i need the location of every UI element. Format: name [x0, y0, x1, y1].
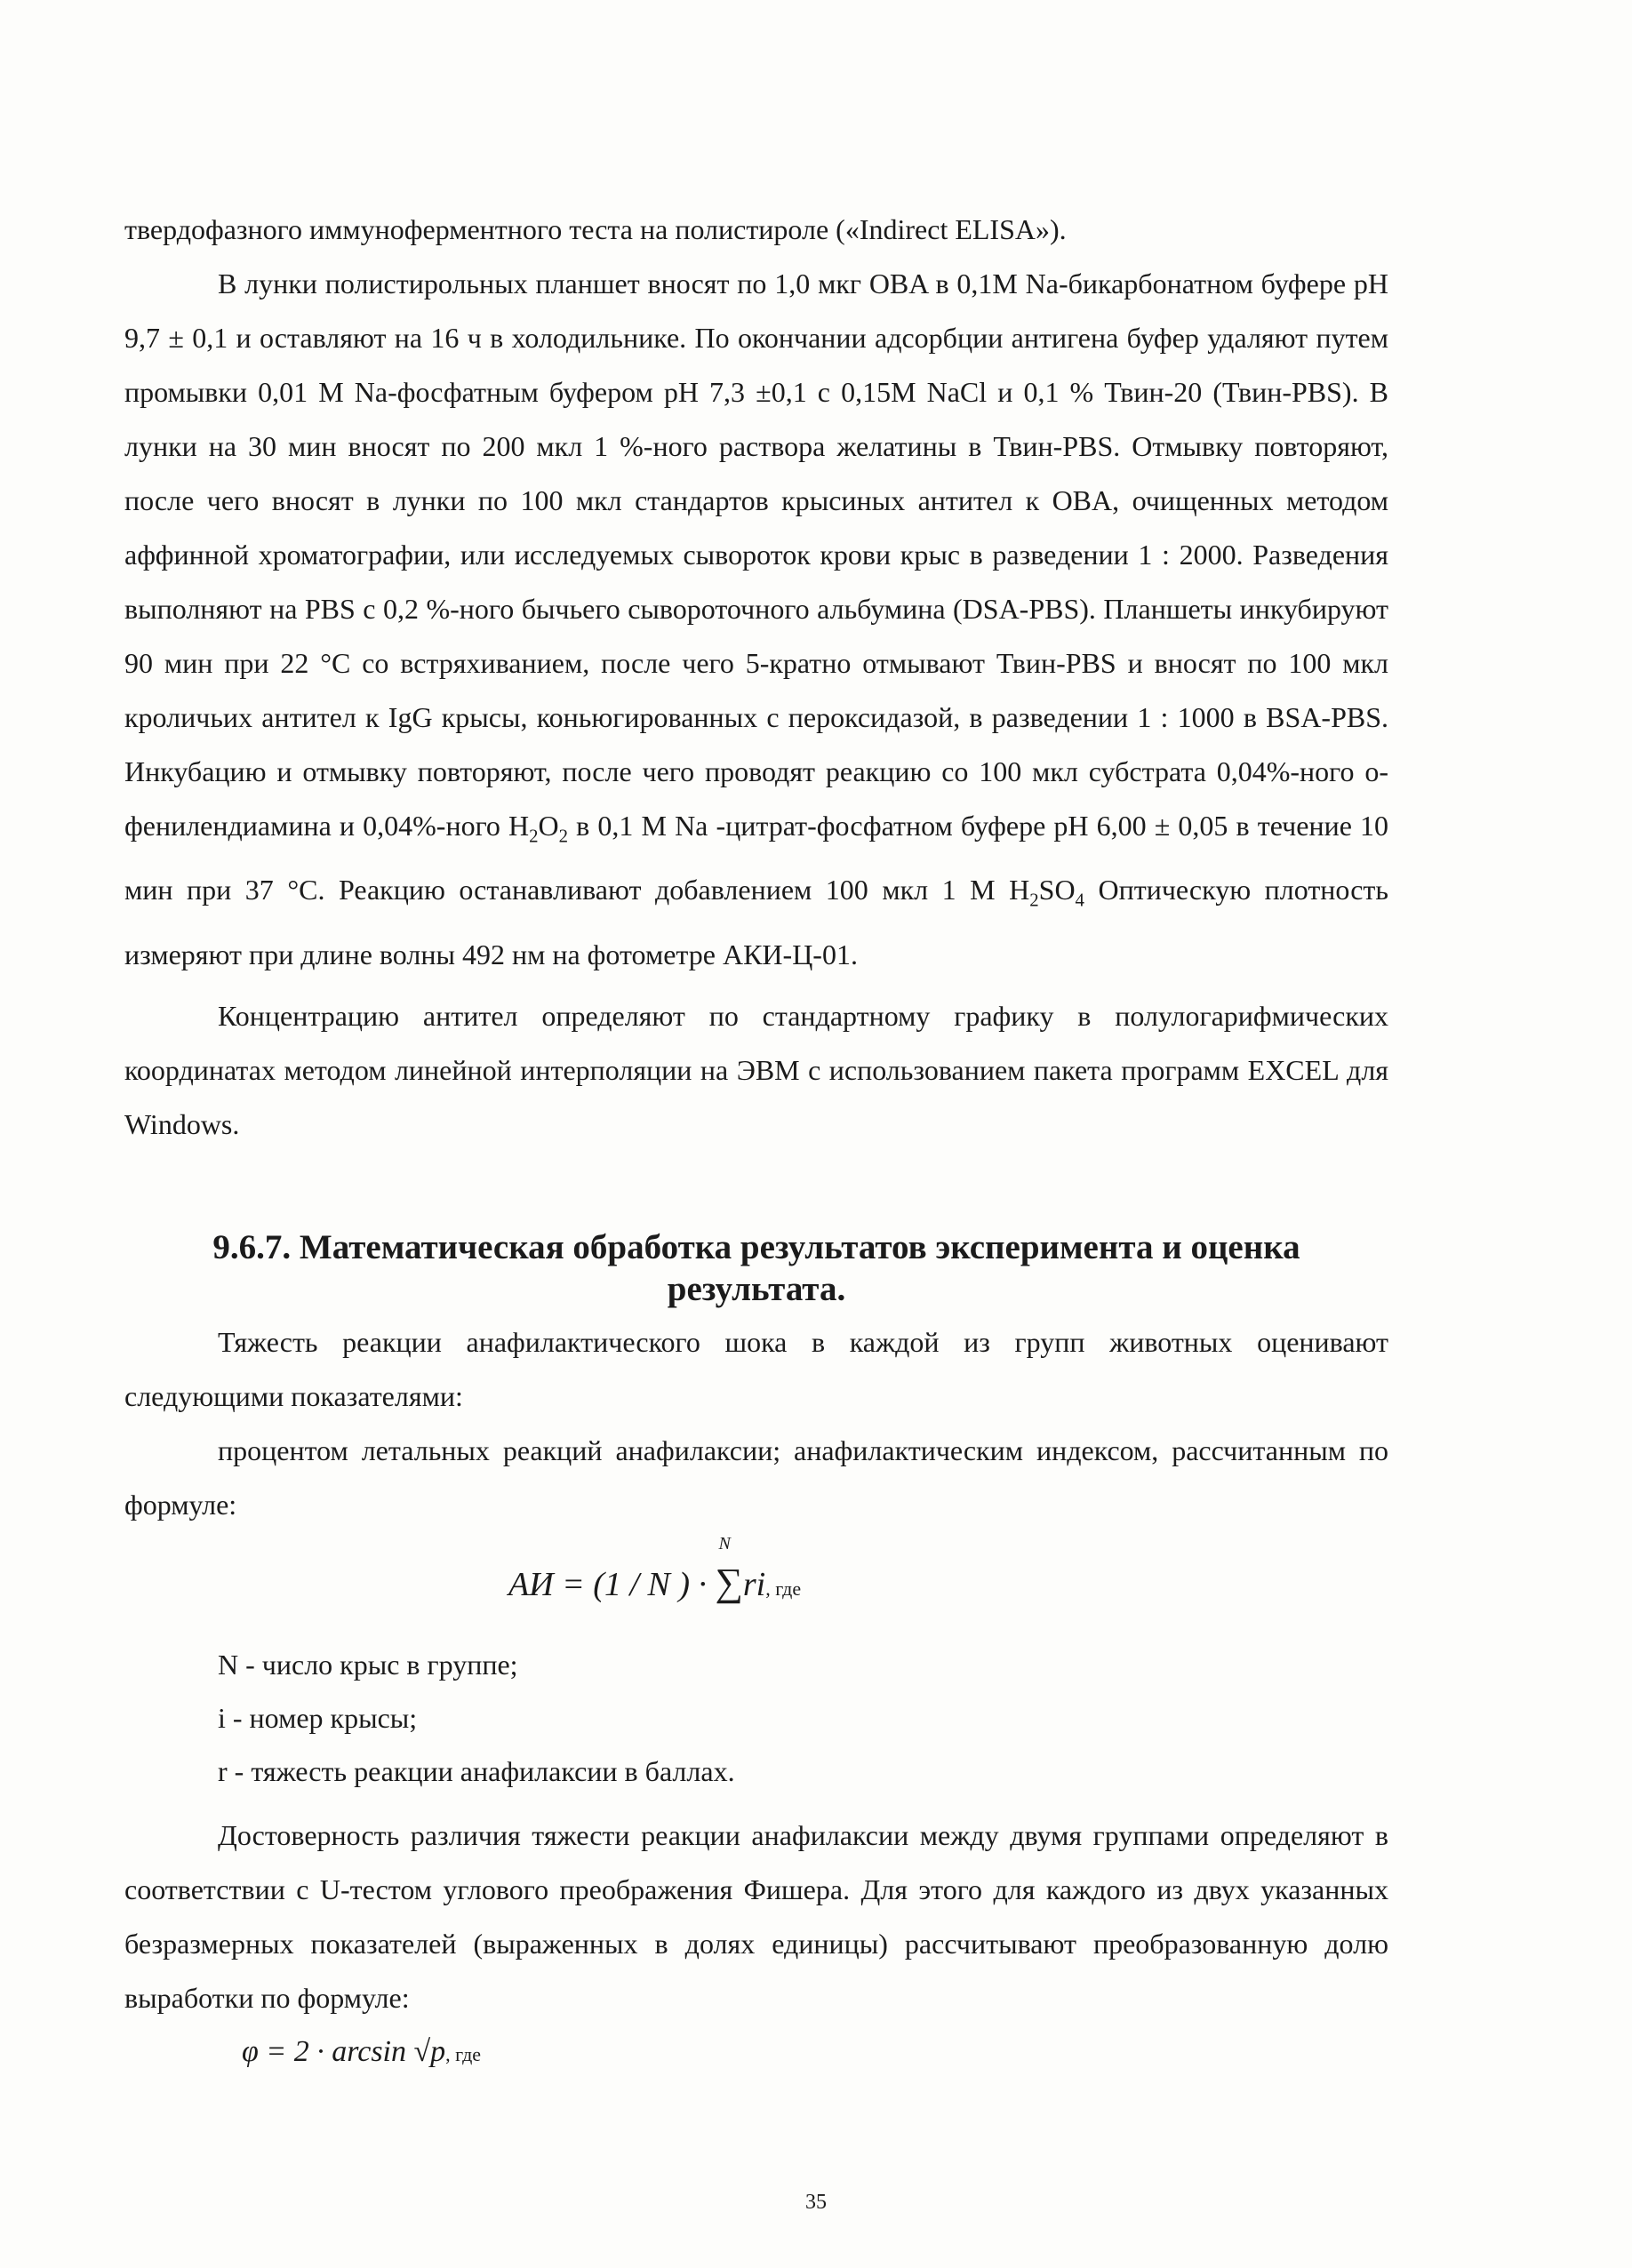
- formula-ai-right: ri: [742, 1566, 766, 1603]
- paragraph-reliability: Достоверность различия тяжести реакции анафилаксии между двумя группами определяют в соответствии с U-тестом углового преображения Фишера. Для этого для каждого из двух указанных безразмерных показателей (выраженных в долях единицы) рассчитывают преобразованную долю выработки по формуле:: [124, 1819, 1388, 2014]
- paragraph-percent: процентом летальных реакций анафилаксии; анафилактическим индексом, рассчитанным по формуле:: [124, 1434, 1388, 1521]
- body-middle: [124, 1315, 1388, 1532]
- formula-ai-left: АИ = (1 / N ) ·: [508, 1566, 708, 1603]
- section-heading: [124, 1226, 1388, 1310]
- formula-phi-expr: φ = 2 · arcsin √p: [242, 2035, 446, 2068]
- body-top: [124, 203, 1388, 1152]
- method-text-end: Оптическую плотность измеряют при длине волны 492 нм на фотометре АКИ-Ц-01.: [124, 874, 1389, 970]
- h2o2-o: O: [538, 810, 559, 842]
- sigma-glyph: ∑: [715, 1561, 743, 1604]
- formula-gde: , где: [765, 1577, 802, 1600]
- h2so4-rest: SO: [1038, 874, 1076, 906]
- h2o2-subscript: 2: [529, 826, 539, 847]
- definition-n: N - число крыс в группе;: [218, 1649, 518, 1681]
- method-text: В лунки полистирольных планшет вносят по 1,0 мкг OBA в 0,1M Na-бикарбонатном буфере pH 9,7 ± 0,1 и оставляют на 16 ч в холодильнике. По окончании адсорбции антигена буфер удаляют путем промывки 0,01 M Na-фосфатным буфером pH 7,3 ±0,1 с 0,15M NaCl и 0,1 % Твин-20 (Твин-PBS). В лунки на 30 мин вносят по 200 мкл 1 %-ного раствора желатины в Твин-PBS. Отмывку повторяют, после чего вносят в лунки по 100 мкл стандартов крысиных антител к OBA, очищенных методом аффинной хроматографии, или исследуемых сывороток крови крыс в разведении 1 : 2000. Разведения выполняют на PBS с 0,2 %-ного бычьего сывороточного альбумина (DSA-PBS). Планшеты инкубируют 90 мин при 22 °C со встряхиванием, после чего 5-кратно отмывают Твин-PBS и вносят по 100 мкл кроличьих антител к IgG крысы, коньюгированных с пероксидазой, в разведении 1 : 1000 в BSA-PBS. Инкубацию и отмывку повторяют, после чего проводят реакцию со 100 мкл субстрата 0,04%-ного о-фенилендиамина и 0,04%-ного H: [124, 268, 1388, 842]
- sigma-upper-limit: N: [718, 1534, 731, 1553]
- h2so4-subscript: 2: [1029, 890, 1039, 911]
- h2o2-subscript-2: 2: [558, 826, 569, 847]
- paragraph-intro: твердофазного иммуноферментного теста на полистироле («Indirect ELISA»).: [124, 213, 1067, 245]
- heading-line-1: 9.6.7. Математическая обработка результатов эксперимента и оценка: [212, 1228, 1300, 1266]
- definition-r: r - тяжесть реакции анафилаксии в баллах.: [218, 1755, 735, 1787]
- sigma-symbol: [715, 1534, 743, 1604]
- heading-line-2: результата.: [667, 1270, 846, 1308]
- page-number: 35: [805, 2191, 827, 2214]
- h2so4-subscript-4: 4: [1075, 890, 1084, 911]
- formula-phi-gde: , где: [445, 2043, 482, 2065]
- paragraph-severity: Тяжесть реакции анафилактического шока в каждой из групп животных оценивают следующими показателями:: [124, 1326, 1388, 1412]
- method-text-cont: в 0,1 M Na -цитрат-фосфатном буфере pH 6,00 ± 0,05 в течение 10 мин при 37 °C. Реакцию останавливают добавлением 100 мкл 1 M H: [124, 810, 1389, 906]
- formula-anaphylactic-index: [508, 1534, 802, 1605]
- paragraph-method: [124, 257, 1388, 982]
- body-bottom: [124, 1809, 1388, 2025]
- formula-phi: [242, 2035, 481, 2069]
- definition-i: i - номер крысы;: [218, 1702, 418, 1734]
- paragraph-concentration: Концентрацию антител определяют по стандартному графику в полулогарифмических координатах методом линейной интерполяции на ЭВМ с использованием пакета программ EXCEL для Windows.: [124, 999, 1388, 1140]
